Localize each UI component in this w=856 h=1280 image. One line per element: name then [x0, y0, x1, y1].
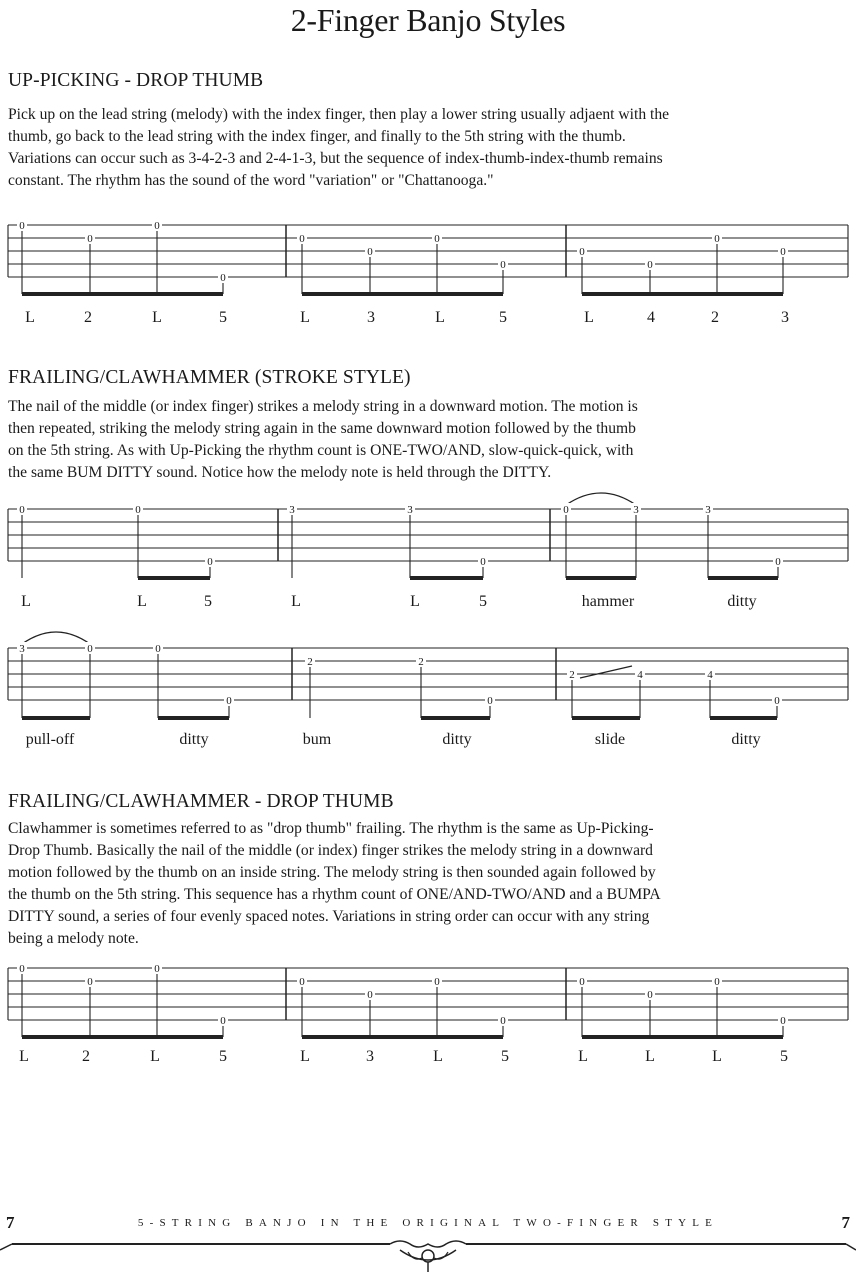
fret-number: 0	[367, 246, 373, 258]
finger-label: L	[300, 1048, 310, 1065]
paragraph-line: Pick up on the lead string (melody) with the index finger, then play a lower string usually adjaent with the	[8, 106, 670, 123]
paragraph-line: Clawhammer is sometimes referred to as "drop thumb" frailing. The rhythm is the same as Up-Picking-	[8, 820, 654, 837]
fret-number: 0	[780, 1015, 786, 1027]
finger-label: 2	[711, 309, 719, 326]
tab-staff-up-picking	[0, 210, 856, 335]
fret-number: 0	[299, 976, 305, 988]
finger-label: bum	[302, 731, 332, 748]
finger-label: 2	[82, 1048, 90, 1065]
fret-number: 0	[579, 246, 585, 258]
section-heading-stroke-style: FRAILING/CLAWHAMMER (STROKE STYLE)	[8, 367, 411, 388]
page-number-left: 7	[6, 1213, 15, 1232]
paragraph-line: being a melody note.	[8, 930, 139, 947]
finger-label: L	[150, 1048, 160, 1065]
fret-number: 0	[500, 1015, 506, 1027]
section-paragraph-drop-thumb	[8, 818, 856, 950]
fret-number: 3	[633, 504, 639, 516]
fret-number: 0	[487, 695, 493, 707]
finger-label: 5	[219, 1048, 227, 1065]
finger-label: L	[300, 309, 310, 326]
fret-number: 0	[774, 695, 780, 707]
fret-number: 0	[87, 233, 93, 245]
fret-number: 0	[299, 233, 305, 245]
fret-number: 4	[707, 669, 713, 681]
finger-label: L	[433, 1048, 443, 1065]
fret-number: 0	[775, 556, 781, 568]
fret-number: 0	[220, 272, 226, 284]
paragraph-line: the thumb on the 5th string. This sequence has a rhythm count of ONE/AND-TWO/AND and a BUMPA	[8, 886, 661, 903]
fret-number: 0	[434, 976, 440, 988]
fret-number: 4	[637, 669, 643, 681]
finger-label: 4	[647, 309, 655, 326]
finger-label: 5	[780, 1048, 788, 1065]
fret-number: 0	[19, 963, 25, 975]
finger-label: L	[584, 309, 594, 326]
finger-label: L	[712, 1048, 722, 1065]
fret-number: 0	[480, 556, 486, 568]
fret-number: 0	[579, 976, 585, 988]
tab-staff-stroke-style-2	[0, 622, 856, 752]
section-paragraph-up-picking	[8, 104, 856, 192]
book-title: 5-STRING BANJO IN THE ORIGINAL TWO-FINGER STYLE	[137, 1217, 719, 1229]
section-heading-up-picking: UP-PICKING - DROP THUMB	[8, 70, 264, 91]
finger-label: 5	[499, 309, 507, 326]
fret-number: 0	[220, 1015, 226, 1027]
page-number-right: 7	[841, 1213, 850, 1232]
finger-label: L	[410, 593, 420, 610]
finger-label: L	[25, 309, 35, 326]
fret-number: 0	[19, 220, 25, 232]
fret-number: 0	[135, 504, 141, 516]
paragraph-line: thumb, go back to the lead string with the index finger, and finally to the 5th string with the thumb.	[8, 128, 626, 145]
paragraph-line: then repeated, striking the melody string again in the same downward motion followed by the thumb	[8, 420, 636, 437]
finger-label: ditty	[731, 731, 761, 748]
section-paragraph-stroke-style	[8, 396, 856, 484]
fret-number: 0	[87, 643, 93, 655]
finger-label: L	[435, 309, 445, 326]
finger-label: slide	[594, 731, 626, 748]
fret-number: 0	[647, 259, 653, 271]
fret-number: 0	[714, 976, 720, 988]
finger-label: pull-off	[25, 731, 75, 748]
footer-ornament-icon	[0, 1236, 856, 1276]
paragraph-line: DITTY sound, a series of four evenly spaced notes. Variations in string order can occur with any string	[8, 908, 650, 925]
fret-number: 0	[714, 233, 720, 245]
finger-label: ditty	[727, 593, 757, 610]
page-title: 2-Finger Banjo Styles	[290, 2, 566, 38]
finger-label: L	[19, 1048, 29, 1065]
finger-label: L	[21, 593, 31, 610]
finger-label: 5	[479, 593, 487, 610]
section-heading-drop-thumb: FRAILING/CLAWHAMMER - DROP THUMB	[8, 791, 394, 812]
finger-label: L	[152, 309, 162, 326]
page-footer	[0, 1213, 856, 1235]
finger-label: 3	[367, 309, 375, 326]
finger-label: 3	[781, 309, 789, 326]
finger-label: ditty	[442, 731, 472, 748]
finger-label: 5	[219, 309, 227, 326]
finger-label: 2	[84, 309, 92, 326]
fret-number: 3	[407, 504, 413, 516]
fret-number: 0	[780, 246, 786, 258]
fret-number: 0	[155, 643, 161, 655]
fret-number: 2	[418, 656, 424, 668]
finger-label: L	[137, 593, 147, 610]
paragraph-line: motion followed by the thumb on an inside string. The melody string is then sounded again followed by	[8, 864, 656, 881]
fret-number: 0	[367, 989, 373, 1001]
paragraph-line: on the 5th string. As with Up-Picking the rhythm count is ONE-TWO/AND, slow-quick-quick, with	[8, 442, 634, 459]
fret-number: 3	[705, 504, 711, 516]
fret-number: 2	[307, 656, 313, 668]
fret-number: 0	[563, 504, 569, 516]
fret-number: 0	[154, 963, 160, 975]
finger-label: 5	[501, 1048, 509, 1065]
paragraph-line: Drop Thumb. Basically the nail of the middle (or index) finger strikes the melody string in a downward	[8, 842, 653, 859]
finger-label: L	[291, 593, 301, 610]
tab-staff-stroke-style-1	[0, 485, 856, 615]
tab-staff-drop-thumb	[0, 955, 856, 1070]
finger-label: 3	[366, 1048, 374, 1065]
fret-number: 0	[500, 259, 506, 271]
fret-number: 0	[226, 695, 232, 707]
fret-number: 3	[19, 643, 25, 655]
fret-number: 0	[87, 976, 93, 988]
finger-label: 5	[204, 593, 212, 610]
fret-number: 0	[19, 504, 25, 516]
fret-number: 0	[647, 989, 653, 1001]
fret-number: 0	[434, 233, 440, 245]
fret-number: 0	[154, 220, 160, 232]
finger-label: ditty	[179, 731, 209, 748]
finger-label: L	[645, 1048, 655, 1065]
paragraph-line: constant. The rhythm has the sound of the word "variation" or "Chattanooga."	[8, 172, 494, 189]
fret-number: 2	[569, 669, 575, 681]
paragraph-line: The nail of the middle (or index finger) strikes a melody string in a downward motion. The motion is	[8, 398, 638, 415]
finger-label: hammer	[581, 593, 635, 610]
paragraph-line: Variations can occur such as 3-4-2-3 and 2-4-1-3, but the sequence of index-thumb-index-thumb remains	[8, 150, 663, 167]
paragraph-line: the same BUM DITTY sound. Notice how the melody note is held through the DITTY.	[8, 464, 552, 481]
finger-label: L	[578, 1048, 588, 1065]
fret-number: 3	[289, 504, 295, 516]
fret-number: 0	[207, 556, 213, 568]
